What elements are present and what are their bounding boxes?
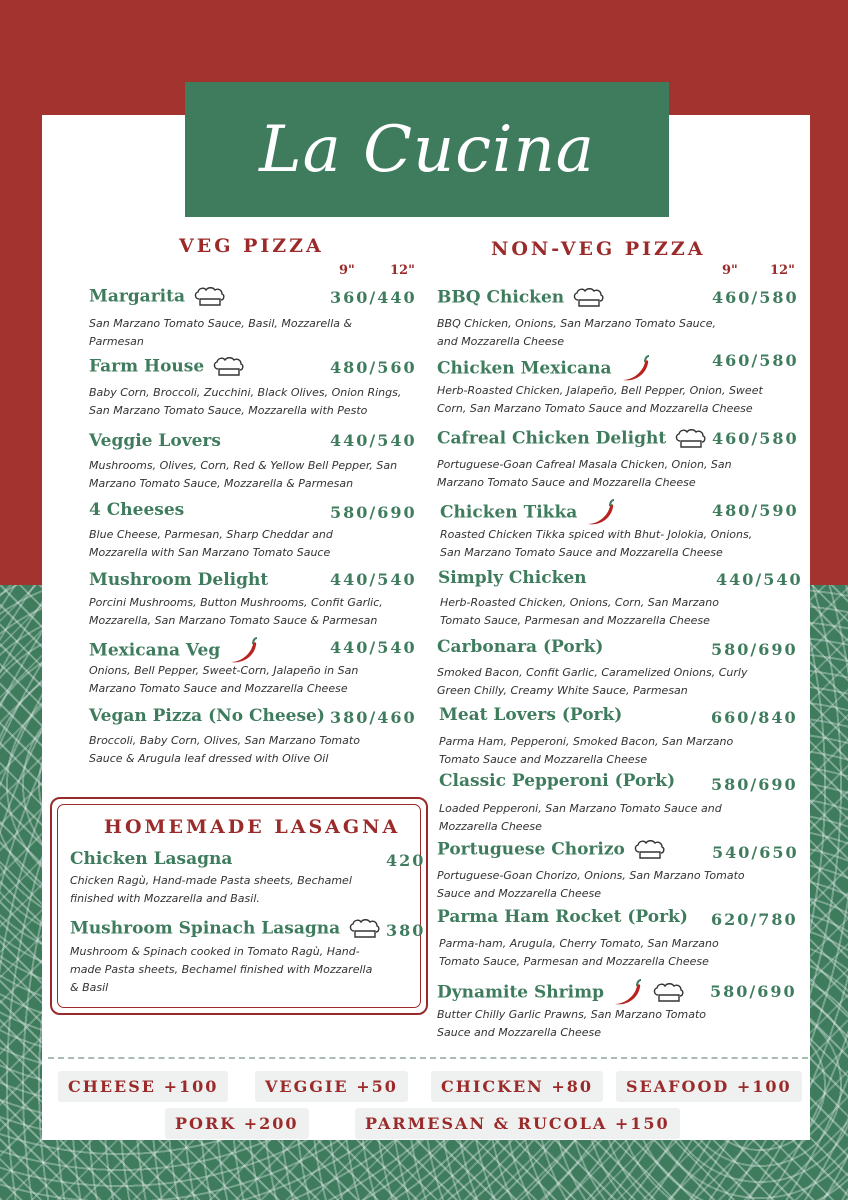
nonveg-item-desc: BBQ Chicken, Onions, San Marzano Tomato Sauce, and Mozzarella Cheese [437, 317, 716, 348]
veg-section-title: VEG PIZZA [179, 235, 324, 257]
nonveg-item-desc: Herb-Roasted Chicken, Jalapeño, Bell Pepper, Onion, Sweet Corn, San Marzano Tomato Sauce and Mozzarella Cheese [437, 384, 763, 415]
nonveg-item-desc: Parma-ham, Arugula, Cherry Tomato, San Marzano Tomato Sauce, Parmesan and Mozzarella Cheese [439, 937, 719, 968]
nonveg-item-price: 440/540 [716, 570, 803, 589]
veg-item-desc: San Marzano Tomato Sauce, Basil, Mozzarella & Parmesan [89, 317, 353, 348]
nonveg-item-desc: Portuguese-Goan Cafreal Masala Chicken, Onion, San Marzano Tomato Sauce and Mozzarella Cheese [437, 458, 732, 489]
nonveg-item-desc: Smoked Bacon, Confit Garlic, Caramelized Onions, Curly Green Chilly, Creamy White Sauce, Parmesan [437, 666, 748, 697]
veg-size-small: 9" [339, 263, 355, 278]
addon-cheese: CHEESE +100 [58, 1071, 228, 1102]
chili-icon [610, 978, 644, 1008]
nonveg-item-name: BBQ Chicken [437, 286, 606, 310]
nonveg-item-desc: Roasted Chicken Tikka spiced with Bhut- Jolokia, Onions, San Marzano Tomato Sauce and Mozzarella Cheese [440, 528, 753, 559]
addon-chicken: CHICKEN +80 [431, 1071, 603, 1102]
lasagna-item-price: 380 [386, 921, 426, 940]
nonveg-item-name: Chicken Mexicana [437, 354, 652, 384]
chili-icon [583, 498, 617, 528]
brand-logo [185, 82, 669, 217]
nonveg-item-price: 620/780 [711, 910, 798, 929]
veg-item-name: Farm House [89, 355, 246, 379]
chef-hat-icon [650, 981, 686, 1005]
nonveg-item-desc: Portuguese-Goan Chorizo, Onions, San Marzano Tomato Sauce and Mozzarella Cheese [437, 869, 745, 900]
nonveg-item-desc: Butter Chilly Garlic Prawns, San Marzano Tomato Sauce and Mozzarella Cheese [437, 1008, 707, 1039]
veg-item-name: Mexicana Veg [89, 636, 260, 666]
veg-item-price: 440/540 [330, 570, 417, 589]
nonveg-item-name: Simply Chicken [438, 568, 587, 588]
nonveg-item-desc: Herb-Roasted Chicken, Onions, Corn, San Marzano Tomato Sauce, Parmesan and Mozzarella Cheese [440, 596, 719, 627]
lasagna-item-name: Mushroom Spinach Lasagna [70, 917, 382, 941]
veg-item-desc: Porcini Mushrooms, Button Mushrooms, Confit Garlic, Mozzarella, San Marzano Tomato Sauce & Parmesan [89, 596, 383, 627]
nonveg-item-name: Portuguese Chorizo [437, 838, 667, 862]
nonveg-item-name: Carbonara (Pork) [437, 637, 604, 657]
nonveg-item-price: 540/650 [712, 843, 799, 862]
veg-item-price: 360/440 [330, 288, 417, 307]
veg-item-name: Vegan Pizza (No Cheese) [89, 706, 325, 726]
lasagna-item-price: 420 [386, 851, 426, 870]
chili-icon [618, 354, 652, 384]
veg-item-name: 4 Cheeses [89, 500, 185, 520]
veg-item-price: 440/540 [330, 638, 417, 657]
chef-hat-icon [346, 917, 382, 941]
addon-parmesan-rucola: PARMESAN & RUCOLA +150 [355, 1108, 680, 1139]
chef-hat-icon [191, 285, 227, 309]
veg-item-desc: Mushrooms, Olives, Corn, Red & Yellow Bell Pepper, San Marzano Tomato Sauce, Mozzarella & Parmesan [89, 459, 398, 490]
veg-item-desc: Broccoli, Baby Corn, Olives, San Marzano Tomato Sauce & Arugula leaf dressed with Olive Oil [89, 734, 360, 765]
lasagna-item-desc: Mushroom & Spinach cooked in Tomato Ragù, Hand-made Pasta sheets, Bechamel finished with Mozzarella & Basil [70, 945, 373, 994]
veg-item-desc: Blue Cheese, Parmesan, Sharp Cheddar and Mozzarella with San Marzano Tomato Sauce [89, 528, 333, 559]
nonveg-item-name: Cafreal Chicken Delight [437, 427, 708, 451]
addon-veggie: VEGGIE +50 [255, 1071, 408, 1102]
chef-hat-icon [570, 286, 606, 310]
brand-title: La Cucina [259, 112, 595, 187]
veg-item-name: Margarita [89, 285, 227, 309]
nonveg-item-price: 580/690 [711, 640, 798, 659]
veg-item-price: 580/690 [330, 503, 417, 522]
lasagna-item-name: Chicken Lasagna [70, 849, 233, 869]
nonveg-item-name: Classic Pepperoni (Pork) [439, 771, 676, 791]
veg-item-name: Mushroom Delight [89, 570, 269, 590]
nonveg-item-name: Parma Ham Rocket (Pork) [437, 907, 688, 927]
addon-pork: PORK +200 [165, 1108, 309, 1139]
addons-divider [48, 1057, 808, 1059]
veg-size-large: 12" [390, 263, 415, 278]
veg-item-price: 480/560 [330, 358, 417, 377]
nonveg-item-name: Chicken Tikka [440, 498, 617, 528]
chef-hat-icon [210, 355, 246, 379]
nonveg-section-title: NON-VEG PIZZA [491, 238, 706, 260]
nonveg-item-price: 460/580 [712, 351, 799, 370]
nonveg-item-desc: Loaded Pepperoni, San Marzano Tomato Sauce and Mozzarella Cheese [439, 802, 722, 833]
veg-item-desc: Baby Corn, Broccoli, Zucchini, Black Olives, Onion Rings, San Marzano Tomato Sauce, Mozzarella with Pesto [89, 386, 402, 417]
nonveg-size-small: 9" [722, 263, 738, 278]
veg-item-price: 440/540 [330, 431, 417, 450]
nonveg-item-price: 660/840 [711, 708, 798, 727]
chef-hat-icon [631, 838, 667, 862]
nonveg-item-name: Dynamite Shrimp [437, 978, 686, 1008]
veg-item-price: 380/460 [330, 708, 417, 727]
lasagna-section-title: HOMEMADE LASAGNA [104, 816, 401, 838]
veg-item-desc: Onions, Bell Pepper, Sweet-Corn, Jalapeño in San Marzano Tomato Sauce and Mozzarella Cheese [89, 664, 359, 695]
nonveg-size-large: 12" [770, 263, 795, 278]
veg-item-name: Veggie Lovers [89, 431, 221, 451]
nonveg-item-desc: Parma Ham, Pepperoni, Smoked Bacon, San Marzano Tomato Sauce and Mozzarella Cheese [439, 735, 734, 766]
nonveg-item-price: 460/580 [712, 429, 799, 448]
nonveg-item-price: 460/580 [712, 288, 799, 307]
chef-hat-icon [672, 427, 708, 451]
nonveg-item-price: 580/690 [710, 982, 797, 1001]
nonveg-item-name: Meat Lovers (Pork) [439, 705, 623, 725]
lasagna-item-desc: Chicken Ragù, Hand-made Pasta sheets, Bechamel finished with Mozzarella and Basil. [70, 874, 352, 905]
nonveg-item-price: 580/690 [711, 775, 798, 794]
addon-seafood: SEAFOOD +100 [616, 1071, 802, 1102]
nonveg-item-price: 480/590 [712, 501, 799, 520]
